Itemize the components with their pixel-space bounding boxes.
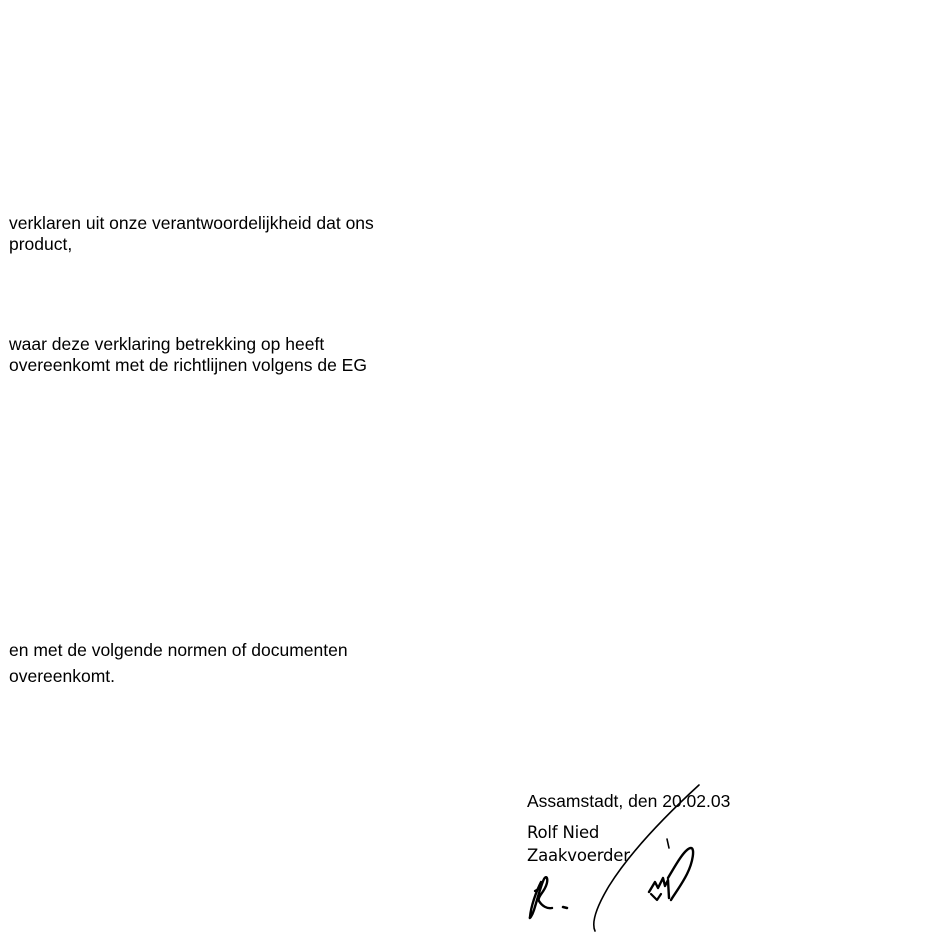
declaration-intro-paragraph xyxy=(9,213,374,255)
signer-role: Zaakvoerder xyxy=(527,846,630,865)
declaration-conformity-paragraph xyxy=(9,334,367,376)
signature-strokes xyxy=(530,785,699,931)
signature-block xyxy=(527,790,827,940)
declaration-intro-line: verklaren uit onze verantwoordelijkheid dat ons xyxy=(9,213,374,233)
declaration-intro-line: product, xyxy=(9,234,73,254)
signer-name: Rolf Nied xyxy=(527,823,600,842)
declaration-standards-paragraph xyxy=(9,637,348,689)
handwritten-signature-icon xyxy=(522,775,722,935)
place-date: Assamstadt, den 20.02.03 xyxy=(527,791,731,811)
declaration-standards-line: overeenkomt. xyxy=(9,666,116,686)
declaration-conformity-line: waar deze verklaring betrekking op heeft xyxy=(9,334,325,354)
declaration-conformity-line: overeenkomt met de richtlijnen volgens de EG xyxy=(9,355,367,375)
declaration-standards-line: en met de volgende normen of documenten xyxy=(9,640,348,660)
